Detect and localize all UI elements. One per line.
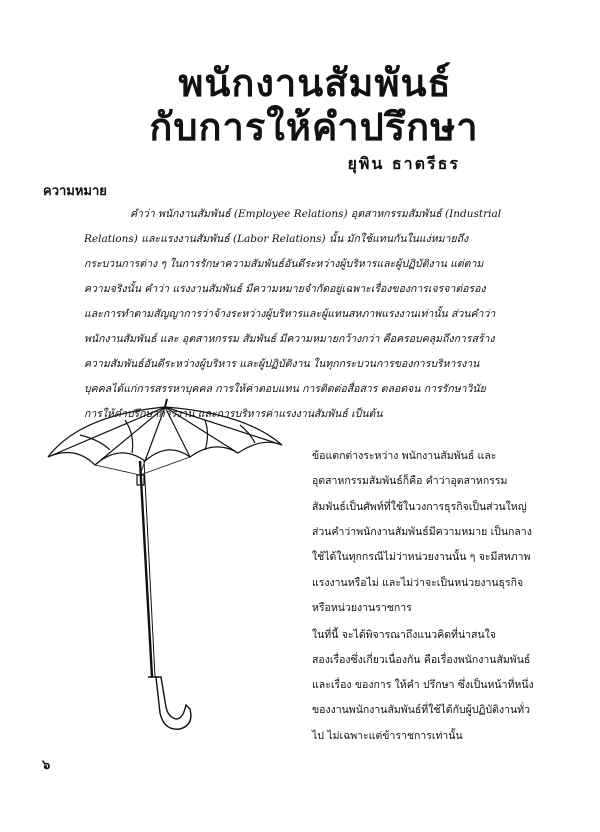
intro-line: พนักงานสัมพันธ์ และ อุตสาหกรรม สัมพันธ์ มีความหมายกว้างกว่า คือครอบคลุมถึงการสร้าง <box>84 333 495 345</box>
intro-line: บุคคลได้แก่การสรรหาบุคคล การให้ค่าตอบแทน การติดต่อสื่อสาร ตลอดจน การรักษาวินัย <box>84 383 486 395</box>
author-name: ยุพิน ธาตรีธร <box>347 154 460 173</box>
body-line: หรือหน่วยงานราชการ <box>312 602 412 614</box>
body-line: สัมพันธ์เป็นศัพท์ที่ใช้ในวงการธุรกิจเป็นส่วนใหญ่ <box>312 501 527 513</box>
intro-line: ความจริงนั้น คำว่า แรงงานสัมพันธ์ มีความหมายจำกัดอยู่เฉพาะเรื่องของการเจรจาต่อรอง <box>84 283 486 295</box>
body-line: ของงานพนักงานสัมพันธ์ที่ใช้ได้กับผู้ปฏิบัติงานทั่ว <box>312 704 530 716</box>
page-title-line-2: กับการให้คำปรึกษา <box>149 105 479 149</box>
intro-line: และการทำตามสัญญาการว่าจ้างระหว่างผู้บริหารและผู้แทนสหภาพแรงงานเท่านั้น ส่วนคำว่า <box>84 308 496 320</box>
intro-line: ความสัมพันธ์อันดีระหว่างผู้บริหาร และผู้ปฏิบัติงาน ในทุกกระบวนการของการบริหารงาน <box>84 358 480 370</box>
body-line: ข้อแตกต่างระหว่าง พนักงานสัมพันธ์ และ <box>312 450 497 462</box>
body-line: แรงงานหรือไม่ และไม่ว่าจะเป็นหน่วยงานธุรกิจ <box>312 577 524 589</box>
body-line: สองเรื่องซึ่งเกี่ยวเนื่องกัน คือเรื่องพนักงานสัมพันธ์ <box>312 654 531 666</box>
intro-line: การให้คำปรึกษาการงาน และการบริหารค่าแรงงานสัมพันธ์ เป็นต้น <box>84 408 383 420</box>
page-title-line-1: พนักงานสัมพันธ์ <box>178 61 452 105</box>
page-number: ๖ <box>42 758 51 773</box>
intro-line: กระบวนการต่าง ๆ ในการรักษาความสัมพันธ์อันดีระหว่างผู้บริหารและผู้ปฏิบัติงาน แต่ตาม <box>84 258 484 270</box>
body-line: ใช้ได้ในทุกกรณีไม่ว่าหน่วยงานนั้น ๆ จะมีสหภาพ <box>312 551 531 563</box>
body-line: และเรื่อง ของการ ให้คำ ปรึกษา ซึ่งเป็นหน้าที่หนึ่ง <box>312 679 534 691</box>
body-line: ไป ไม่เฉพาะแต่ข้าราชการเท่านั้น <box>312 730 463 742</box>
body-line: ในที่นี้ จะได้พิจารณาถึงแนวคิดที่น่าสนใจ <box>312 629 496 641</box>
intro-line: Relations) และแรงงานสัมพันธ์ (Labor Relations) นั้น มักใช้แทนกันในแง่หมายถึง <box>84 233 469 245</box>
section-heading: ความหมาย <box>43 184 107 199</box>
intro-line: คำว่า พนักงานสัมพันธ์ (Employee Relations) อุตสาหกรรมสัมพันธ์ (Industrial <box>130 208 502 220</box>
umbrella-icon <box>40 395 290 739</box>
body-line: ส่วนคำว่าพนักงานสัมพันธ์มีความหมาย เป็นกลาง <box>312 526 532 538</box>
body-line: อุตสาหกรรมสัมพันธ์ก็คือ คำว่าอุตสาหกรรม <box>312 475 508 487</box>
